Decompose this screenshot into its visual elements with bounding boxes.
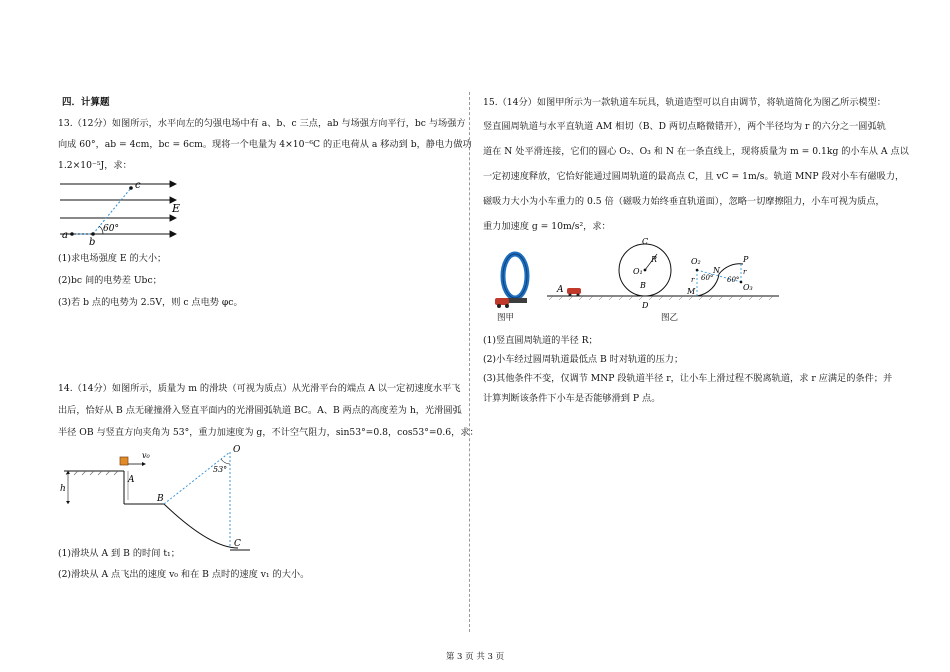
q15-line-1: 15.（14分）如图甲所示为一款轨道车玩具，轨道造型可以自由调节，将轨道简化为图乙所示模型：: [483, 97, 886, 108]
q13-field-figure: [58, 176, 198, 248]
q14-line-1: 14.（14分）如图所示，质量为 m 的滑块（可视为质点）从光滑平台的端点 A 以一定初速度水平飞: [58, 383, 461, 394]
page-footer: 第 3 页 共 3 页: [445, 652, 505, 662]
q15-label-D: D: [642, 301, 649, 310]
q15-line-4: 一定初速度释放，它恰好能通过圆周轨道的最高点 C，且 vC = 1m/s。轨道 MNP 段对小车有磁吸力，: [483, 171, 905, 182]
q15-label-r2: r: [743, 268, 747, 276]
q14-line-3: 半径 OB 与竖直方向夹角为 53°，重力加速度为 g，不计空气阻力，sin53°=0.8，cos53°=0.6，求：: [58, 427, 479, 438]
q15-label-P: P: [743, 255, 749, 264]
q15-label-B: B: [640, 281, 646, 290]
q15-line-3: 道在 N 处平滑连接，它们的圆心 O₂、O₃ 和 N 在一条直线上，现将质量为 m = 0.1kg 的小车从 A 点以: [483, 146, 909, 157]
figure-caption-left: 图甲: [497, 313, 515, 323]
q15-label-O3: O₃: [743, 283, 753, 292]
q15-part-4: 计算判断该条件下小车是否能够滑到 P 点。: [483, 393, 661, 404]
q14-label-C: C: [234, 539, 241, 549]
q13-line-3: 1.2×10⁻⁵J，求：: [58, 160, 132, 171]
q15-label-O1: O₁: [633, 267, 643, 276]
q15-label-angle2: 60°: [727, 276, 740, 284]
section-title: 四．计算题: [62, 97, 110, 108]
q14-part-2: (2)滑块从 A 点飞出的速度 v₀ 和在 B 点时的速度 v₁ 的大小。: [58, 569, 310, 580]
q15-label-A: A: [557, 285, 564, 295]
q15-label-C: C: [642, 237, 649, 246]
q14-label-h: h: [60, 484, 66, 494]
q15-track-model: [547, 237, 787, 320]
q15-label-N: N: [713, 266, 720, 275]
q13-label-b: b: [89, 237, 96, 248]
q14-label-O: O: [233, 445, 241, 455]
q13-label-angle: 60°: [103, 224, 119, 234]
q14-label-v0: v₀: [142, 451, 150, 460]
q15-part-2: (2)小车经过圆周轨道最低点 B 时对轨道的压力；: [483, 354, 684, 365]
q14-part-1: (1)滑块从 A 到 B 的时间 t₁；: [58, 548, 180, 559]
q15-line-5: 磁吸力大小为小车重力的 0.5 倍（磁吸力始终垂直轨道面），忽略一切摩擦阻力，小车可视为质点，: [483, 196, 885, 207]
q15-label-O2: O₂: [691, 257, 701, 266]
q15-line-2: 竖直圆周轨道与水平直轨道 AM 相切（B、D 两切点略微错开），两个半径均为 r 的六分之一圆弧轨: [483, 121, 886, 132]
q14-track-figure: [60, 444, 260, 549]
toy-track-photo: [489, 248, 539, 310]
q13-part-3: (3)若 b 点的电势为 2.5V，则 c 点电势 φc。: [58, 297, 243, 308]
q13-label-c: c: [135, 180, 141, 191]
q13-part-1: (1)求电场强度 E 的大小；: [58, 253, 167, 264]
q13-line-1: 13.（12分）如图所示，水平向左的匀强电场中有 a、b、c 三点，ab 与场强方向平行，bc 与场强方: [58, 118, 466, 129]
q13-part-2: (2)bc 间的电势差 Ubc；: [58, 275, 162, 286]
figure-caption-right: 图乙: [661, 313, 679, 323]
q14-line-2: 出后，恰好从 B 点无碰撞滑入竖直平面内的光滑圆弧轨道 BC。A、B 两点的高度差为 h，光滑圆弧: [58, 405, 462, 416]
q15-label-R: R: [651, 255, 658, 264]
q14-label-B: B: [157, 494, 164, 504]
q15-line-6: 重力加速度 g = 10m/s²，求：: [483, 221, 611, 232]
q15-part-1: (1)竖直圆周轨道的半径 R；: [483, 335, 598, 346]
q14-label-angle: 53°: [213, 465, 228, 474]
q15-label-r1: r: [691, 276, 695, 284]
q13-label-E: E: [172, 202, 181, 215]
q15-label-M: M: [687, 287, 696, 296]
column-divider: [469, 92, 470, 632]
q14-label-A: A: [128, 475, 135, 485]
q13-line-2: 向成 60°，ab = 4cm，bc = 6cm。现将一个电量为 4×10⁻⁶C 的正电荷从 a 移动到 b，静电力做功: [58, 139, 472, 150]
q13-label-a: a: [62, 230, 68, 241]
q15-label-angle1: 60°: [701, 274, 714, 282]
q15-part-3: (3)其他条件不变，仅调节 MNP 段轨道半径 r，让小车上滑过程不脱离轨道，求 r 应满足的条件；并: [483, 373, 893, 384]
